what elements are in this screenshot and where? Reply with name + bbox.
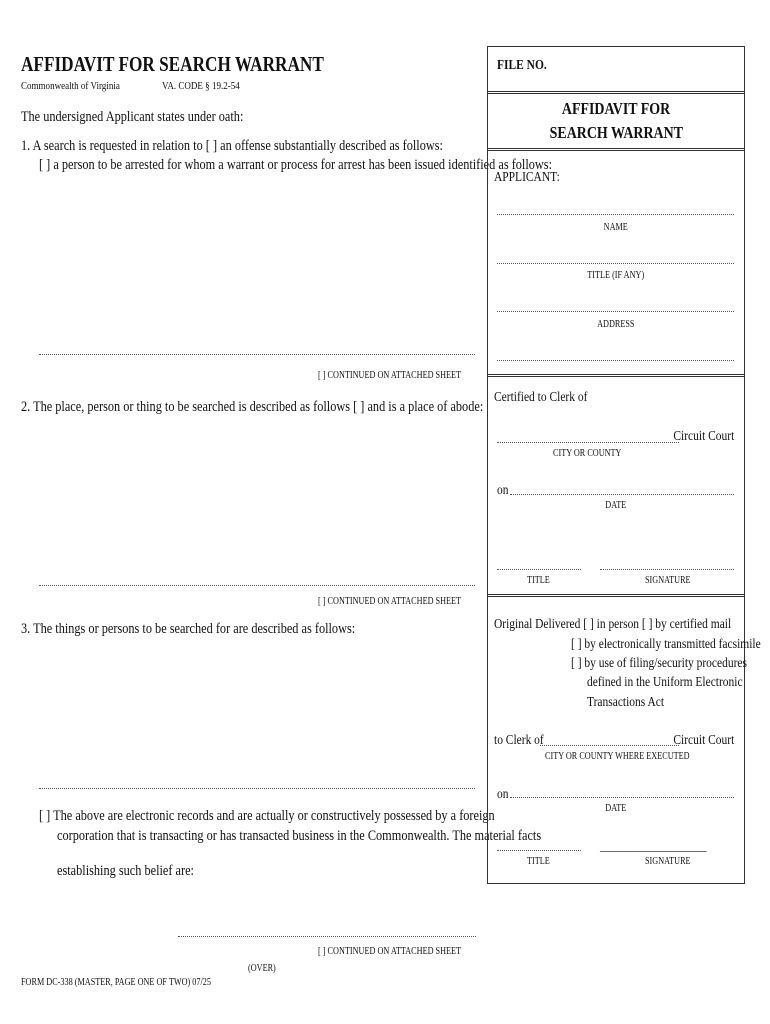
on-label-2: on (497, 787, 509, 802)
va-code-label: VA. CODE § 19.2-54 (162, 80, 240, 92)
divider-3 (487, 374, 745, 377)
applicant-address-line-2[interactable] (497, 360, 734, 361)
item3-line[interactable] (39, 788, 475, 789)
item1-signature-line[interactable] (39, 354, 475, 355)
divider-2 (487, 148, 745, 151)
delivered-date-line[interactable] (510, 797, 734, 798)
name-caption: NAME (603, 222, 629, 233)
electronic-facts-line[interactable] (178, 936, 476, 937)
divider-4 (487, 594, 745, 597)
applicant-name-line[interactable] (497, 214, 734, 215)
delivered-title-line[interactable] (497, 850, 581, 851)
box-title-2: SEARCH WARRANT (549, 123, 683, 142)
address-caption: ADDRESS (597, 319, 635, 330)
certified-title-line[interactable] (497, 569, 581, 570)
opt-transactions: Transactions Act (587, 695, 665, 710)
item3-text: 3. The things or persons to be searched for are described as follows: (21, 621, 356, 637)
item2-text: 2. The place, person or thing to be searched is described as follows [ ] and is a place of abode: (21, 399, 484, 415)
file-no-label: FILE NO. (497, 58, 547, 73)
city-where-executed-caption: CITY OR COUNTY WHERE EXECUTED (545, 751, 690, 762)
box-title-1: AFFIDAVIT FOR (561, 99, 671, 118)
delivered-signature-line[interactable]: ____________________ (600, 838, 707, 853)
applicant-address-line[interactable] (497, 311, 734, 312)
applicant-label: APPLICANT: (494, 170, 560, 185)
item1-line1: 1. A search is requested in relation to [ ] an offense substantially described as follows: (21, 138, 443, 154)
over-label: (OVER) (248, 963, 276, 974)
applicant-title-line[interactable] (497, 263, 734, 264)
continued-3: [ ] CONTINUED ON ATTACHED SHEET (318, 946, 462, 957)
form-id: FORM DC-338 (MASTER, PAGE ONE OF TWO) 07/25 (21, 977, 211, 988)
continued-1: [ ] CONTINUED ON ATTACHED SHEET (318, 370, 462, 381)
divider-1 (487, 91, 745, 94)
signature-caption-2: SIGNATURE (645, 856, 691, 867)
item2-line[interactable] (39, 585, 475, 586)
electronic-line1: [ ] The above are electronic records and are actually or constructively possessed by a foreign (39, 808, 495, 824)
to-clerk-label: to Clerk of (494, 733, 544, 748)
certified-signature-line[interactable] (600, 569, 734, 570)
title-caption-1: TITLE (527, 575, 550, 586)
form-title: AFFIDAVIT FOR SEARCH WARRANT (21, 52, 324, 76)
date-caption-2: DATE (605, 803, 627, 814)
item1-line2: [ ] a person to be arrested for whom a warrant or process for arrest has been issued identified as follows: (39, 157, 553, 173)
title-if-any-caption: TITLE (IF ANY) (587, 270, 645, 281)
intro-text: The undersigned Applicant states under oath: (21, 109, 244, 125)
title-caption-2: TITLE (527, 856, 550, 867)
certified-label: Certified to Clerk of (494, 390, 588, 405)
electronic-line2: corporation that is transacting or has transacted business in the Commonwealth. The material facts (57, 828, 542, 844)
continued-2: [ ] CONTINUED ON ATTACHED SHEET (318, 596, 462, 607)
circuit-court-2: Circuit Court (673, 733, 734, 748)
city-or-county-caption: CITY OR COUNTY (553, 448, 622, 459)
electronic-line3: establishing such belief are: (57, 863, 194, 879)
certified-date-line[interactable] (510, 494, 734, 495)
commonwealth-label: Commonwealth of Virginia (21, 80, 120, 92)
opt-defined: defined in the Uniform Electronic (587, 675, 743, 690)
on-label-1: on (497, 483, 509, 498)
orig-delivered-line: Original Delivered [ ] in person [ ] by certified mail (494, 617, 732, 632)
opt-fax: [ ] by electronically transmitted facsimile (571, 637, 761, 652)
signature-caption-1: SIGNATURE (645, 575, 691, 586)
date-caption-1: DATE (605, 500, 627, 511)
opt-filing: [ ] by use of filing/security procedures (571, 656, 747, 671)
circuit-court-1: Circuit Court (673, 429, 734, 444)
